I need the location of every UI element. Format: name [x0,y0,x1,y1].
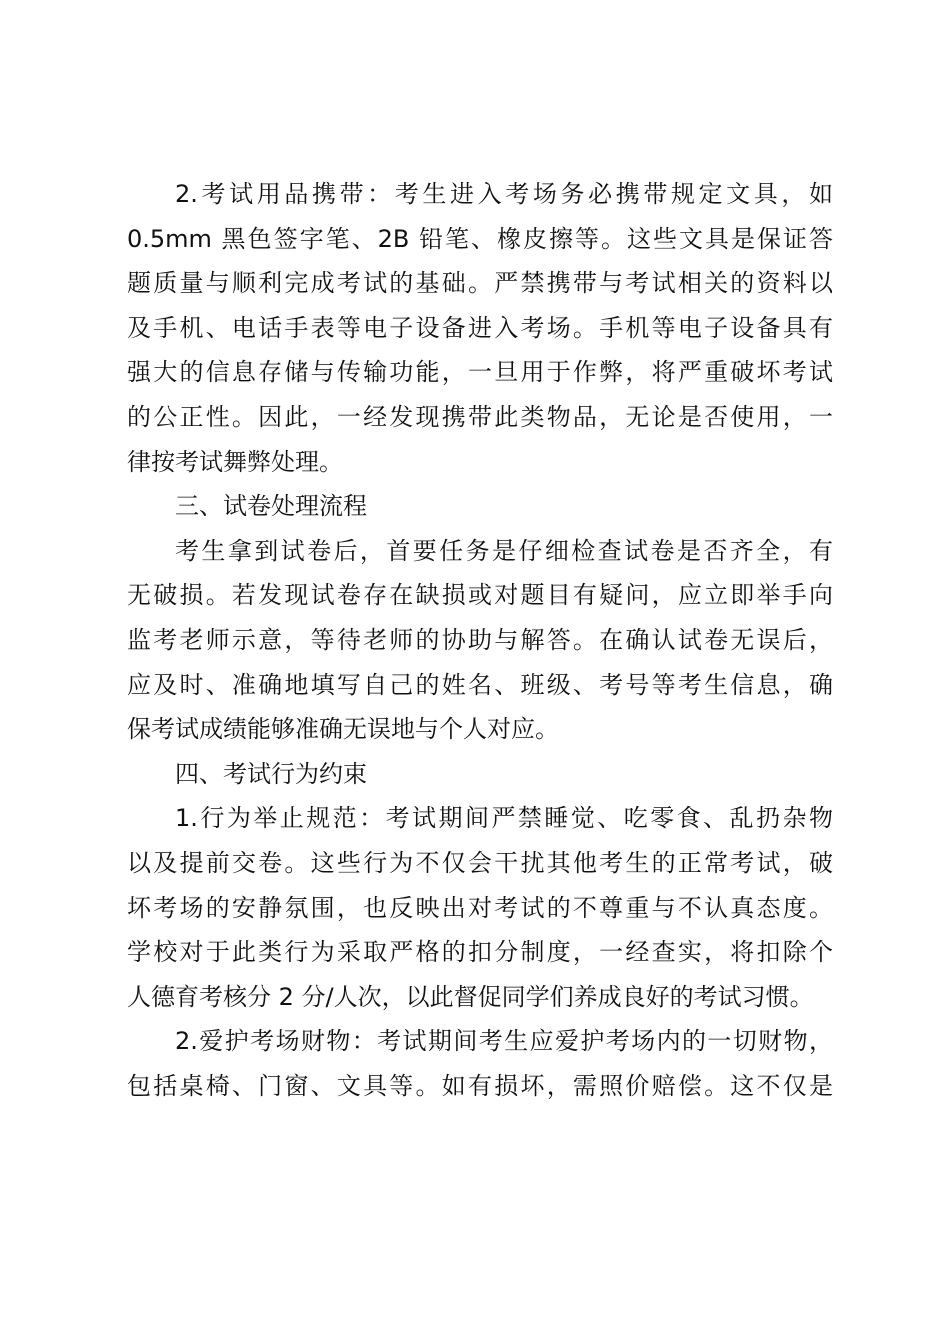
text-line: 0.5mm 黑色签字笔、2B 铅笔、橡皮擦等。这些文具是保证答 [127,224,833,253]
text-line: 2.考试用品携带：考生进入考场务必携带规定文具，如 [175,180,833,208]
text-line: 监考老师示意，等待老师的协助与解答。在确认试卷无误后， [127,625,833,654]
text-line: 学校对于此类行为采取严格的扣分制度，一经查实，将扣除个 [127,938,833,967]
text-line: 坏考场的安静氛围，也反映出对考试的不尊重与不认真态度。 [127,893,833,922]
section-heading-4 [127,752,833,797]
text-line: 题质量与顺利完成考试的基础。严禁携带与考试相关的资料以 [127,269,833,298]
text-line: 强大的信息存储与传输功能，一旦用于作弊，将严重破坏考试 [127,358,833,387]
text-line: 及手机、电话手表等电子设备进入考场。手机等电子设备具有 [127,313,833,342]
text-line: 考生拿到试卷后，首要任务是仔细检查试卷是否齐全，有 [175,536,833,565]
document-body [127,172,833,1108]
text-line: 保考试成绩能够准确无误地与个人对应。 [127,715,559,744]
text-line: 律按考试舞弊处理。 [127,447,343,476]
text-line: 1.行为举止规范：考试期间严禁睡觉、吃零食、乱扔杂物 [175,804,833,833]
heading-text: 四、考试行为约束 [175,759,367,788]
text-line: 人德育考核分 2 分/人次，以此督促同学们养成良好的考试习惯。 [127,982,814,1011]
paragraph-property-care [127,1019,833,1108]
section-heading-3 [127,484,833,529]
paragraph-exam-supplies [127,172,833,484]
paragraph-paper-check [127,529,833,752]
text-line: 2.爱护考场财物：考试期间考生应爱护考场内的一切财物， [175,1027,833,1056]
text-line: 包括桌椅、门窗、文具等。如有损坏，需照价赔偿。这不仅是 [127,1071,833,1100]
text-line: 以及提前交卷。这些行为不仅会干扰其他考生的正常考试，破 [127,848,833,877]
text-line: 应及时、准确地填写自己的姓名、班级、考号等考生信息，确 [127,670,833,699]
heading-text: 三、试卷处理流程 [175,492,367,521]
text-line: 无破损。若发现试卷存在缺损或对题目有疑问，应立即举手向 [127,581,833,610]
text-line: 的公正性。因此，一经发现携带此类物品，无论是否使用，一 [127,402,833,431]
paragraph-behavior-rules [127,796,833,1019]
